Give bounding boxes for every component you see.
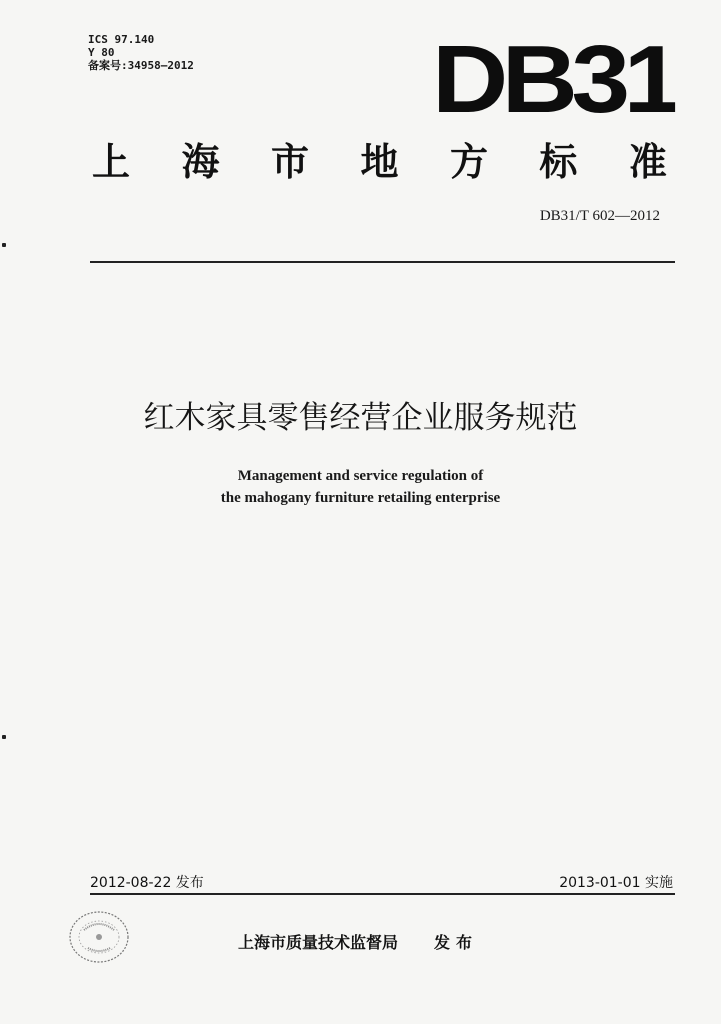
heading-char: 地 (360, 140, 399, 184)
publisher-line (238, 930, 478, 953)
title-english (0, 465, 721, 509)
category-code: Y 80 (88, 46, 115, 59)
heading-char: 市 (270, 140, 309, 184)
heading-char: 海 (181, 140, 220, 184)
heading-char: 标 (539, 140, 578, 184)
issue-date: 2012-08-22 发布 (90, 875, 204, 891)
classification-block (88, 33, 194, 72)
filing-number: 备案号:34958—2012 (88, 59, 194, 72)
ics-code: ICS 97.140 (88, 33, 155, 46)
publisher-suffix: 发布 (434, 933, 479, 952)
db31-logo: DB31 (432, 40, 676, 120)
title-english-line-1: Management and service regulation of (237, 468, 484, 484)
library-stamp-icon (66, 908, 132, 966)
standard-type-heading (92, 140, 667, 184)
heading-char: 方 (449, 140, 488, 184)
scan-mark (2, 735, 6, 739)
scan-mark (2, 243, 6, 247)
standard-code: DB31/T 602—2012 (539, 208, 660, 224)
implementation-date: 2013-01-01 实施 (559, 875, 673, 891)
heading-char: 上 (92, 140, 131, 184)
title-chinese: 红木家具零售经营企业服务规范 (143, 400, 578, 436)
top-divider (90, 261, 675, 263)
bottom-divider (90, 893, 675, 895)
title-english-line-2: the mahogany furniture retailing enterprise (220, 490, 501, 506)
publisher-name: 上海市质量技术监督局 (238, 933, 399, 952)
heading-char: 准 (628, 140, 667, 184)
